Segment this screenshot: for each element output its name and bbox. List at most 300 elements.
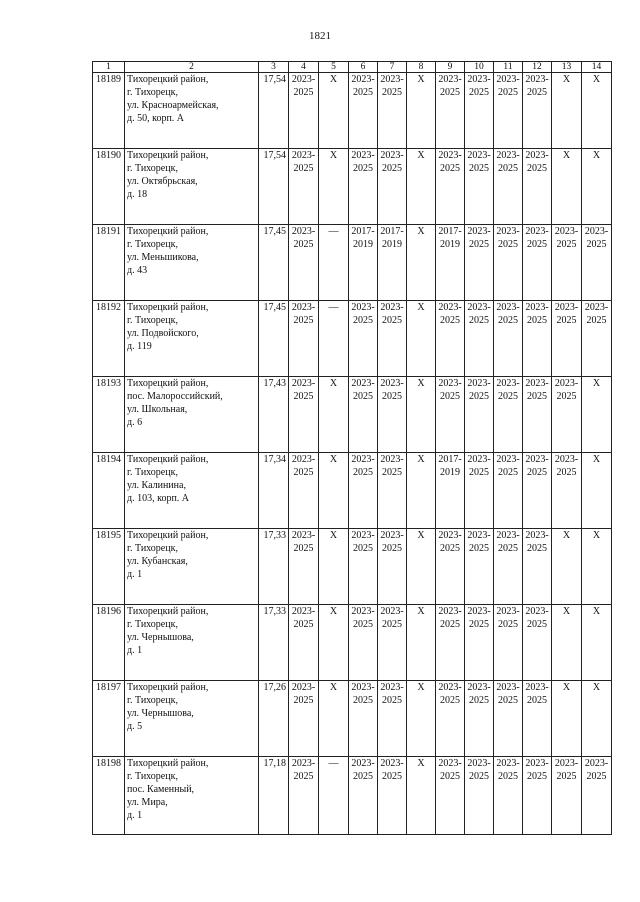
column-header: 2 — [125, 62, 259, 73]
period-text: 2023- 2025 — [554, 378, 579, 402]
period-text: 2023- 2025 — [438, 302, 462, 326]
address-cell — [125, 757, 259, 835]
period-cell-c14 — [582, 149, 612, 225]
period-text: 2023- 2025 — [291, 226, 316, 250]
period-cell-c12 — [523, 149, 552, 225]
address-line: Тихорецкий район, — [127, 682, 209, 693]
period-cell-c8 — [407, 529, 436, 605]
value-cell: 17,33 — [259, 605, 289, 681]
register-table — [92, 61, 612, 835]
period-cell-c6 — [349, 149, 378, 225]
address-line: Тихорецкий район, — [127, 226, 209, 237]
value-cell: 17,18 — [259, 757, 289, 835]
period-cell-c10 — [465, 453, 494, 529]
period-text: Х — [417, 226, 425, 237]
period-text: 2023- 2025 — [291, 606, 316, 630]
period-cell-c10 — [465, 605, 494, 681]
period-cell-c11 — [494, 757, 523, 835]
period-cell-c5 — [319, 681, 349, 757]
period-text: Х — [592, 606, 601, 617]
period-cell-c4 — [289, 757, 319, 835]
period-cell-c5 — [319, 757, 349, 835]
address-line: г. Тихорецк, — [127, 543, 178, 554]
period-cell-c8 — [407, 453, 436, 529]
period-text: 2023- 2025 — [380, 150, 404, 174]
period-cell-c12 — [523, 301, 552, 377]
address-cell — [125, 73, 259, 149]
period-cell-c11 — [494, 605, 523, 681]
period-text: Х — [592, 378, 601, 389]
period-text: 2023- 2025 — [291, 302, 316, 326]
period-cell-c14 — [582, 453, 612, 529]
period-cell-c6 — [349, 529, 378, 605]
period-text: 2023- 2025 — [467, 302, 491, 326]
address-line: д. 1 — [127, 569, 143, 580]
address-line: г. Тихорецк, — [127, 315, 178, 326]
period-cell-c7 — [378, 377, 407, 453]
period-cell-c12 — [523, 377, 552, 453]
period-cell-c4 — [289, 377, 319, 453]
period-text: Х — [417, 530, 425, 541]
address-line: д. 1 — [127, 810, 143, 821]
period-cell-c8 — [407, 149, 436, 225]
period-cell-c12 — [523, 757, 552, 835]
period-text: Х — [592, 454, 601, 465]
period-text: 2023- 2025 — [380, 74, 404, 98]
period-cell-c7 — [378, 73, 407, 149]
period-text: 2023- 2025 — [496, 226, 520, 250]
period-text: 2023- 2025 — [291, 530, 316, 554]
period-text: 2017- 2019 — [380, 226, 404, 250]
period-cell-c4 — [289, 605, 319, 681]
period-cell-c5 — [319, 453, 349, 529]
period-cell-c13 — [552, 149, 582, 225]
address-line: Тихорецкий район, — [127, 302, 209, 313]
address-line: Тихорецкий район, — [127, 378, 209, 389]
period-text: Х — [329, 378, 338, 389]
period-text: 2023- 2025 — [438, 758, 462, 782]
period-text: 2023- 2025 — [291, 150, 316, 174]
address-line: г. Тихорецк, — [127, 87, 178, 98]
record-number: 18198 — [93, 757, 125, 835]
period-cell-c7 — [378, 149, 407, 225]
address-line: ул. Мира, — [127, 797, 168, 808]
period-text: 2023- 2025 — [525, 530, 549, 554]
period-cell-c13 — [552, 301, 582, 377]
address-line: ул. Кубанская, — [127, 556, 188, 567]
period-cell-c13 — [552, 377, 582, 453]
period-text: Х — [417, 150, 425, 161]
table-row — [93, 225, 612, 301]
address-line: д. 18 — [127, 189, 148, 200]
period-cell-c11 — [494, 301, 523, 377]
period-text: 2023- 2025 — [351, 454, 375, 478]
value-cell: 17,34 — [259, 453, 289, 529]
column-header: 8 — [407, 62, 436, 73]
address-line: ул. Подвойского, — [127, 328, 199, 339]
value-cell: 17,54 — [259, 149, 289, 225]
period-text: 2023- 2025 — [496, 606, 520, 630]
period-text: 2023- 2025 — [496, 150, 520, 174]
period-text: 2023- 2025 — [584, 302, 609, 326]
record-number: 18194 — [93, 453, 125, 529]
address-line: г. Тихорецк, — [127, 239, 178, 250]
address-line: ул. Чернышова, — [127, 708, 194, 719]
period-text: 2017- 2019 — [438, 226, 462, 250]
period-cell-c8 — [407, 605, 436, 681]
period-text: 2023- 2025 — [291, 74, 316, 98]
period-text: 2023- 2025 — [380, 530, 404, 554]
period-text: 2023- 2025 — [438, 378, 462, 402]
period-cell-c5 — [319, 73, 349, 149]
period-cell-c6 — [349, 453, 378, 529]
address-cell — [125, 453, 259, 529]
period-text: Х — [592, 530, 601, 541]
address-line: д. 119 — [127, 341, 152, 352]
period-text: 2023- 2025 — [525, 454, 549, 478]
record-number: 18189 — [93, 73, 125, 149]
period-cell-c7 — [378, 453, 407, 529]
period-text: 2023- 2025 — [584, 758, 609, 782]
period-cell-c8 — [407, 757, 436, 835]
period-text: 2023- 2025 — [525, 302, 549, 326]
value-cell: 17,45 — [259, 225, 289, 301]
period-cell-c14 — [582, 377, 612, 453]
period-text: 2023- 2025 — [438, 606, 462, 630]
address-cell — [125, 301, 259, 377]
address-line: г. Тихорецк, — [127, 163, 178, 174]
address-line: ул. Чернышова, — [127, 632, 194, 643]
period-cell-c9 — [436, 529, 465, 605]
period-text: 2023- 2025 — [584, 226, 609, 250]
period-cell-c4 — [289, 301, 319, 377]
period-text: 2023- 2025 — [525, 758, 549, 782]
address-line: пос. Каменный, — [127, 784, 195, 795]
period-cell-c10 — [465, 225, 494, 301]
address-cell — [125, 225, 259, 301]
period-text: Х — [329, 150, 338, 161]
period-text: Х — [417, 378, 425, 389]
value-cell: 17,45 — [259, 301, 289, 377]
period-text: Х — [417, 682, 425, 693]
period-text: Х — [329, 530, 338, 541]
column-header: 1 — [93, 62, 125, 73]
address-line: пос. Малороссийский, — [127, 391, 223, 402]
period-text: Х — [329, 74, 338, 85]
period-text: 2023- 2025 — [525, 226, 549, 250]
period-text: — — [328, 302, 339, 313]
value-cell: 17,33 — [259, 529, 289, 605]
period-text: 2023- 2025 — [351, 150, 375, 174]
table-row — [93, 529, 612, 605]
page-number: 1821 — [309, 30, 331, 42]
period-text: 2023- 2025 — [554, 226, 579, 250]
record-number: 18193 — [93, 377, 125, 453]
address-line: Тихорецкий район, — [127, 606, 209, 617]
period-cell-c11 — [494, 453, 523, 529]
address-line: д. 6 — [127, 417, 143, 428]
period-cell-c10 — [465, 73, 494, 149]
period-text: 2023- 2025 — [525, 606, 549, 630]
period-cell-c12 — [523, 605, 552, 681]
period-text: 2023- 2025 — [291, 454, 316, 478]
record-number: 18190 — [93, 149, 125, 225]
period-text: Х — [417, 454, 425, 465]
table-row — [93, 73, 612, 149]
period-text: 2023- 2025 — [467, 682, 491, 706]
period-cell-c6 — [349, 605, 378, 681]
table-row — [93, 681, 612, 757]
period-cell-c9 — [436, 605, 465, 681]
period-cell-c10 — [465, 529, 494, 605]
period-cell-c6 — [349, 757, 378, 835]
period-cell-c5 — [319, 377, 349, 453]
period-text: 2023- 2025 — [467, 454, 491, 478]
period-text: 2023- 2025 — [554, 758, 579, 782]
period-cell-c4 — [289, 681, 319, 757]
period-cell-c7 — [378, 225, 407, 301]
period-text: 2023- 2025 — [525, 150, 549, 174]
address-line: Тихорецкий район, — [127, 454, 209, 465]
period-text: 2023- 2025 — [525, 682, 549, 706]
column-header: 12 — [523, 62, 552, 73]
period-cell-c7 — [378, 681, 407, 757]
table-row — [93, 605, 612, 681]
period-text: Х — [562, 606, 571, 617]
period-text: 2023- 2025 — [380, 378, 404, 402]
period-cell-c13 — [552, 681, 582, 757]
column-header: 7 — [378, 62, 407, 73]
value-cell: 17,43 — [259, 377, 289, 453]
period-text: 2023- 2025 — [496, 74, 520, 98]
period-text: 2023- 2025 — [438, 682, 462, 706]
column-header: 3 — [259, 62, 289, 73]
table-body — [93, 73, 612, 835]
period-text: Х — [329, 606, 338, 617]
period-cell-c11 — [494, 529, 523, 605]
period-text: 2023- 2025 — [467, 606, 491, 630]
period-text: 2023- 2025 — [438, 530, 462, 554]
column-header: 13 — [552, 62, 582, 73]
period-cell-c13 — [552, 529, 582, 605]
table-row — [93, 453, 612, 529]
period-cell-c4 — [289, 225, 319, 301]
period-text: 2023- 2025 — [496, 758, 520, 782]
period-cell-c13 — [552, 225, 582, 301]
period-text: 2017- 2019 — [351, 226, 375, 250]
period-cell-c9 — [436, 453, 465, 529]
period-text: 2023- 2025 — [380, 682, 404, 706]
address-line: г. Тихорецк, — [127, 771, 178, 782]
period-text: 2023- 2025 — [496, 378, 520, 402]
address-line: ул. Октябрьская, — [127, 176, 198, 187]
period-cell-c10 — [465, 377, 494, 453]
period-text: Х — [592, 150, 601, 161]
record-number: 18196 — [93, 605, 125, 681]
period-cell-c14 — [582, 73, 612, 149]
period-text: 2023- 2025 — [351, 302, 375, 326]
period-text: Х — [592, 682, 601, 693]
period-cell-c9 — [436, 301, 465, 377]
period-cell-c11 — [494, 681, 523, 757]
period-cell-c7 — [378, 301, 407, 377]
address-line: Тихорецкий район, — [127, 74, 209, 85]
period-text: 2023- 2025 — [467, 378, 491, 402]
period-cell-c8 — [407, 73, 436, 149]
period-cell-c12 — [523, 529, 552, 605]
value-cell: 17,26 — [259, 681, 289, 757]
period-text: 2023- 2025 — [380, 302, 404, 326]
address-cell — [125, 681, 259, 757]
column-header: 10 — [465, 62, 494, 73]
period-cell-c9 — [436, 73, 465, 149]
address-line: Тихорецкий район, — [127, 150, 209, 161]
period-text: 2023- 2025 — [554, 302, 579, 326]
column-header: 11 — [494, 62, 523, 73]
period-cell-c5 — [319, 529, 349, 605]
period-cell-c13 — [552, 73, 582, 149]
period-text: Х — [417, 758, 425, 769]
period-cell-c4 — [289, 453, 319, 529]
period-cell-c14 — [582, 757, 612, 835]
period-cell-c13 — [552, 757, 582, 835]
period-text: Х — [562, 74, 571, 85]
period-text: 2023- 2025 — [380, 606, 404, 630]
period-text: 2023- 2025 — [467, 74, 491, 98]
period-cell-c10 — [465, 757, 494, 835]
address-line: г. Тихорецк, — [127, 695, 178, 706]
column-header: 14 — [582, 62, 612, 73]
column-header: 4 — [289, 62, 319, 73]
period-cell-c5 — [319, 225, 349, 301]
period-cell-c8 — [407, 681, 436, 757]
period-text: 2023- 2025 — [467, 530, 491, 554]
period-cell-c13 — [552, 453, 582, 529]
period-cell-c9 — [436, 225, 465, 301]
period-cell-c6 — [349, 377, 378, 453]
period-cell-c7 — [378, 529, 407, 605]
period-cell-c10 — [465, 149, 494, 225]
period-cell-c8 — [407, 225, 436, 301]
period-text: 2023- 2025 — [291, 378, 316, 402]
period-cell-c7 — [378, 605, 407, 681]
period-cell-c9 — [436, 377, 465, 453]
period-text: 2023- 2025 — [525, 378, 549, 402]
period-text: 2023- 2025 — [351, 74, 375, 98]
record-number: 18195 — [93, 529, 125, 605]
record-number: 18191 — [93, 225, 125, 301]
column-header: 6 — [349, 62, 378, 73]
table-row — [93, 757, 612, 835]
period-cell-c8 — [407, 377, 436, 453]
period-text: 2023- 2025 — [554, 454, 579, 478]
value-cell: 17,54 — [259, 73, 289, 149]
address-line: ул. Меньшикова, — [127, 252, 199, 263]
address-line: д. 5 — [127, 721, 143, 732]
period-cell-c14 — [582, 225, 612, 301]
period-text: — — [328, 226, 339, 237]
table-row — [93, 149, 612, 225]
period-cell-c14 — [582, 301, 612, 377]
period-cell-c6 — [349, 301, 378, 377]
address-cell — [125, 149, 259, 225]
address-line: ул. Красноармейская, — [127, 100, 219, 111]
period-cell-c12 — [523, 453, 552, 529]
period-cell-c12 — [523, 73, 552, 149]
period-cell-c5 — [319, 301, 349, 377]
period-cell-c14 — [582, 681, 612, 757]
address-cell — [125, 605, 259, 681]
period-cell-c9 — [436, 149, 465, 225]
period-text: Х — [417, 74, 425, 85]
period-text: 2023- 2025 — [438, 74, 462, 98]
address-line: г. Тихорецк, — [127, 619, 178, 630]
period-text: 2023- 2025 — [351, 606, 375, 630]
period-cell-c11 — [494, 73, 523, 149]
period-text: 2023- 2025 — [467, 150, 491, 174]
period-cell-c5 — [319, 605, 349, 681]
period-text: Х — [562, 150, 571, 161]
period-cell-c11 — [494, 377, 523, 453]
period-cell-c12 — [523, 225, 552, 301]
period-text: 2023- 2025 — [525, 74, 549, 98]
period-text: 2023- 2025 — [380, 454, 404, 478]
period-cell-c10 — [465, 301, 494, 377]
address-line: г. Тихорецк, — [127, 467, 178, 478]
period-text: 2023- 2025 — [496, 302, 520, 326]
address-line: Тихорецкий район, — [127, 530, 209, 541]
period-cell-c11 — [494, 225, 523, 301]
period-text: 2023- 2025 — [467, 758, 491, 782]
address-line: ул. Калинина, — [127, 480, 186, 491]
address-line: д. 1 — [127, 645, 143, 656]
column-header: 9 — [436, 62, 465, 73]
period-cell-c14 — [582, 529, 612, 605]
column-number-row — [93, 62, 612, 73]
period-text: 2023- 2025 — [351, 682, 375, 706]
period-text: Х — [417, 302, 425, 313]
record-number: 18197 — [93, 681, 125, 757]
period-text: Х — [562, 682, 571, 693]
period-text: — — [328, 758, 339, 769]
period-cell-c12 — [523, 681, 552, 757]
period-cell-c14 — [582, 605, 612, 681]
address-line: ул. Школьная, — [127, 404, 188, 415]
period-cell-c7 — [378, 757, 407, 835]
period-text: 2023- 2025 — [291, 758, 316, 782]
period-text: 2023- 2025 — [467, 226, 491, 250]
period-cell-c9 — [436, 757, 465, 835]
address-line: д. 43 — [127, 265, 148, 276]
period-cell-c4 — [289, 73, 319, 149]
period-cell-c6 — [349, 73, 378, 149]
period-cell-c6 — [349, 225, 378, 301]
period-text: 2023- 2025 — [291, 682, 316, 706]
period-text: 2023- 2025 — [496, 530, 520, 554]
period-text: Х — [562, 530, 571, 541]
address-line: д. 103, корп. А — [127, 493, 190, 504]
period-text: 2023- 2025 — [351, 758, 375, 782]
period-cell-c11 — [494, 149, 523, 225]
address-line: д. 50, корп. А — [127, 113, 185, 124]
period-text: Х — [592, 74, 601, 85]
period-cell-c4 — [289, 529, 319, 605]
column-header: 5 — [319, 62, 349, 73]
period-text: Х — [329, 454, 338, 465]
period-text: 2017- 2019 — [438, 454, 462, 478]
period-text: 2023- 2025 — [351, 530, 375, 554]
period-text: 2023- 2025 — [496, 682, 520, 706]
